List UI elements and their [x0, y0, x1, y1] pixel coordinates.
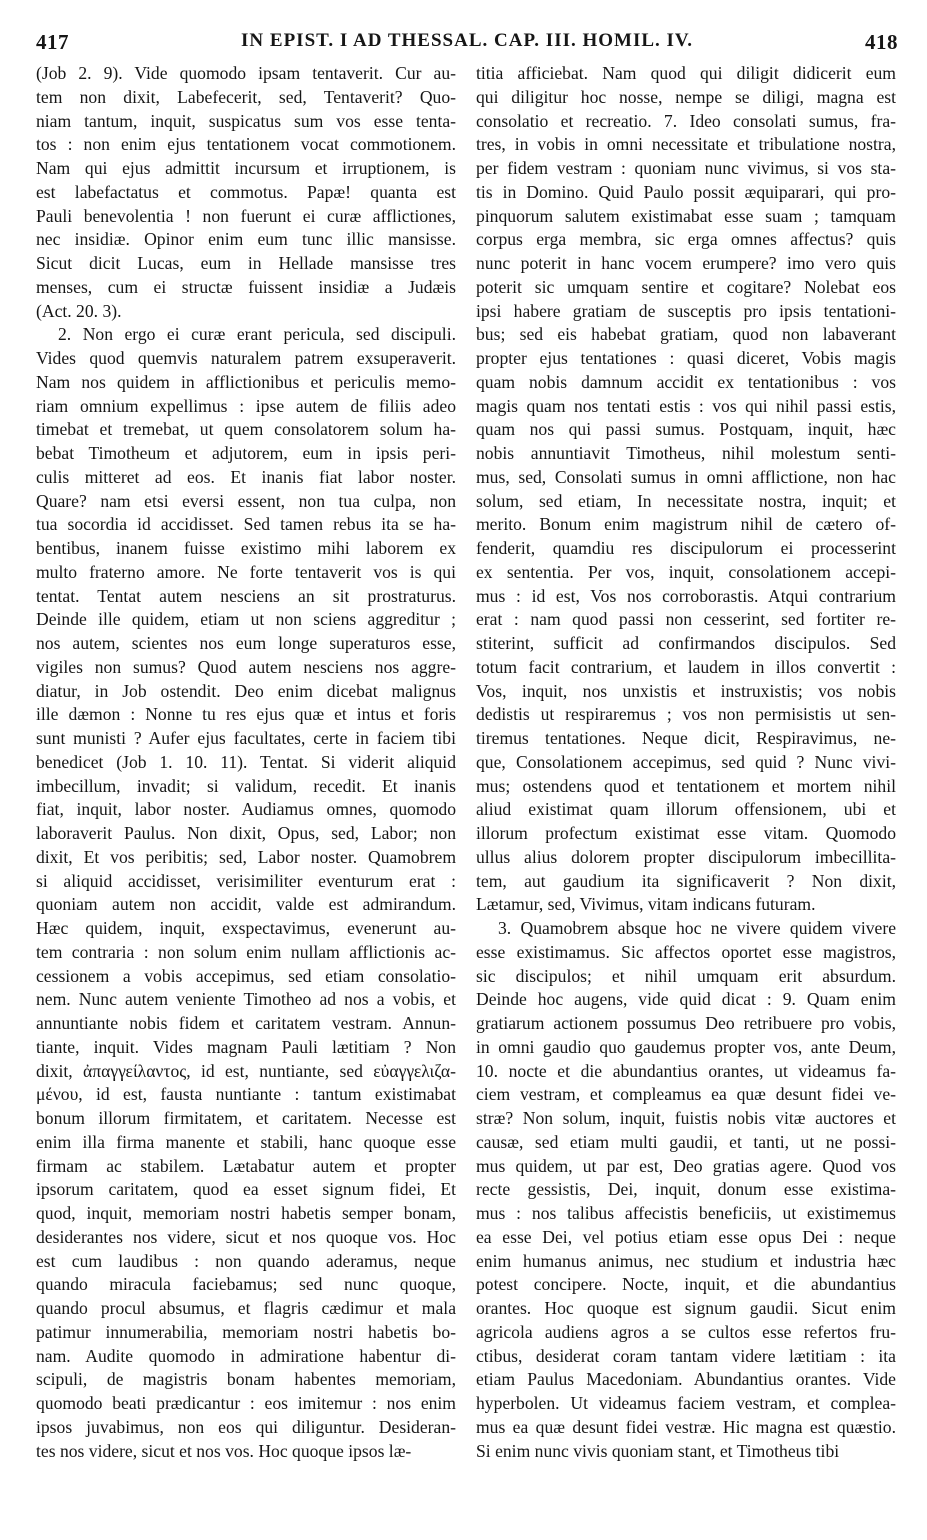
text-line-content: multo fraterno amore. Ne forte tentaverit vos is qui [36, 561, 456, 582]
text-line [476, 1321, 896, 1345]
text-line-content: mus, sed, Consolati sumus in omni afflictione, non hac [476, 466, 896, 487]
text-line [476, 133, 896, 157]
text-line-content: per fidem vestram : quoniam nunc vivimus, si vos sta- [476, 158, 896, 178]
text-line-content: nobis annuntiavit Timotheus, nihil molestum senti- [476, 443, 896, 463]
text-line-content: tes nos videre, sicut et nos vos. Hoc quoque ipsos læ- [36, 1440, 412, 1461]
text-line [36, 561, 456, 585]
text-line [476, 1202, 896, 1226]
text-line [36, 276, 456, 300]
text-line [476, 1131, 896, 1155]
text-line-content: scipuli, de magistris bonam habentes memoriam, [36, 1369, 456, 1390]
text-line [476, 798, 896, 822]
text-line-content: ipsos juvabimus, non eos qui diliguntur. Desideran- [36, 1416, 456, 1437]
text-line-content: tem contraria : non solum enim nullam afflictionis ac- [36, 941, 456, 962]
text-line [36, 1440, 456, 1464]
text-line [476, 988, 896, 1012]
text-line [36, 1036, 456, 1060]
text-line-content: stiterint, sufficit ad confirmandos discipulos. Sed [476, 633, 896, 653]
text-line-content: culis mitteret ad eos. Et inanis fiat labor noster. [36, 466, 456, 487]
text-line [36, 703, 456, 727]
text-line-content: quoniam autem non accidit, valde est admirandum. [36, 894, 456, 915]
text-line [476, 1155, 896, 1179]
text-line [36, 1345, 456, 1369]
text-line-content: Quare? nam etsi eversi essent, non tua culpa, non [36, 490, 456, 511]
text-line [476, 86, 896, 110]
text-line [476, 228, 896, 252]
text-line-content: cessionem a vobis accepimus, sed etiam consolatio- [36, 965, 456, 986]
text-line-content: tres, in vobis in omni necessitate et tribulatione nostra, [476, 134, 896, 155]
text-line-content: firmam ac stabilem. Lætabatur autem et propter [36, 1155, 456, 1176]
text-line-content: illorum profectum existimat esse vitam. Quomodo [476, 823, 896, 843]
text-line-content: bus; sed eis habebat gratiam, quod non labaverant [476, 324, 896, 345]
text-line [36, 110, 456, 134]
text-line-content: Vides quod quemvis naturalem patrem exsuperaverit. [36, 348, 456, 368]
text-line-content: vigiles non sumus? Quod autem nesciens nos aggre- [36, 656, 456, 677]
text-line [476, 1297, 896, 1321]
text-line [36, 1107, 456, 1131]
text-line-content: solum, sed etiam, In necessitate nostra, inquit; et [476, 490, 896, 511]
text-line [36, 608, 456, 632]
text-line-content: orantes. Hoc quoque est signum gaudii. Sicut enim [476, 1298, 896, 1318]
text-line-content: Nam nos quidem in afflictionibus et periculis memo- [36, 371, 456, 392]
text-line [476, 1107, 896, 1131]
text-line [36, 537, 456, 561]
text-line [36, 822, 456, 846]
text-line-content: dixit, ἀπαγγείλαντος, id est, nuntiante, sed εὐαγγελιζα- [36, 1060, 456, 1081]
text-line-content: titia afficiebat. Nam quod qui diligit didicerit eum [476, 63, 896, 83]
text-line-content: patimur innumerabilia, memoriam nostri habetis bo- [36, 1321, 456, 1342]
text-line-content: etiam Paulus Macedoniam. Abundantius orantes. Vide [476, 1369, 896, 1390]
text-line [36, 1155, 456, 1179]
text-line-content: ex sententia. Per vos, inquit, consolationem accepi- [476, 561, 896, 582]
text-line-content: nec insidiæ. Opinor enim eum tunc illic mansisse. [36, 229, 456, 250]
text-line-content: 2. Non ergo ei curæ erant pericula, sed discipuli. [58, 324, 456, 345]
text-line [476, 1060, 896, 1084]
text-line [36, 585, 456, 609]
text-line-content: quomodo beati prædicantur : eos imitemur : nos enim [36, 1393, 456, 1413]
text-line [36, 418, 456, 442]
text-line [36, 1131, 456, 1155]
text-line-content: bentibus, inanem fuisse existimo mihi laborem ex [36, 538, 456, 558]
text-line [36, 181, 456, 205]
text-line [36, 323, 456, 347]
text-line [36, 1416, 456, 1440]
text-line [36, 1226, 456, 1250]
text-line-content: pinquorum salutem existimabat esse suam ; tamquam [476, 205, 896, 226]
text-line-content: esse existimamus. Sic affectos oportet esse magistros, [476, 941, 896, 962]
text-line-content: recte gessistis, Dei, inquit, donum esse existima- [476, 1179, 896, 1200]
text-line-content: merito. Bonum enim magistrum nihil de cætero of- [476, 514, 896, 535]
text-line [36, 941, 456, 965]
text-line-content: bonum illorum firmitatem, et caritatem. Necesse est [36, 1108, 456, 1128]
text-line [476, 870, 896, 894]
text-line-content: nunc poterit in hanc vocem erumpere? imo vero quis [476, 253, 896, 273]
text-line-content: tiante, inquit. Vides magnam Pauli lætitiam ? Non [36, 1036, 456, 1057]
text-line-content: tis in Domino. Quid Paulo possit æquiparari, qui pro- [476, 181, 896, 202]
text-line-content: Si enim nunc vivis quoniam stant, et Timotheus tibi [476, 1440, 840, 1461]
text-line-content: dixit, Et vos peribitis; sed, Labor noster. Quamobrem [36, 846, 456, 867]
text-line [36, 205, 456, 229]
text-line [476, 62, 896, 86]
text-line [36, 157, 456, 181]
left-text-column [36, 62, 456, 1463]
text-line-content: 3. Quamobrem absque hoc ne vivere quidem vivere [498, 918, 896, 938]
text-line-content: nem. Nunc autem veniente Timotheo ad nos a vobis, et [36, 989, 456, 1010]
text-line-content: ctibus, desiderat coram tantam videre lætitiam : ita [476, 1345, 896, 1366]
text-line [476, 252, 896, 276]
text-line [476, 941, 896, 965]
text-line [476, 418, 896, 442]
text-line-content: propter ejus tentationes : quasi diceret, Vobis magis [476, 348, 896, 368]
text-line [476, 893, 896, 917]
text-line [36, 1012, 456, 1036]
text-line [476, 822, 896, 846]
text-line [476, 632, 896, 656]
text-line [476, 608, 896, 632]
text-line [36, 680, 456, 704]
text-line-content: nos autem, scientes nos eum longe superaturos esse, [36, 633, 456, 653]
text-line [36, 917, 456, 941]
text-line [476, 347, 896, 371]
text-line [36, 395, 456, 419]
text-line [476, 110, 896, 134]
text-line-content: gratiarum actionem possumus Deo retribuere pro vobis, [476, 1013, 896, 1033]
text-line [476, 513, 896, 537]
text-line [476, 680, 896, 704]
text-line-content: ciem vestram, et compleamus ea quæ desunt fidei ve- [476, 1084, 896, 1105]
text-line [476, 1440, 896, 1464]
text-line [36, 1083, 456, 1107]
text-line [36, 798, 456, 822]
text-line [476, 1392, 896, 1416]
text-line [36, 1202, 456, 1226]
text-line-content: bebat Timotheum et adjutorem, eum in ipsis peri- [36, 443, 456, 463]
text-line-content: est labefactatus et commotus. Papæ! quanta est [36, 181, 456, 202]
text-line-content: tua socordia id accidisset. Sed tamen rebus ita se ha- [36, 514, 456, 535]
text-line [476, 727, 896, 751]
text-line [36, 727, 456, 751]
text-line [476, 846, 896, 870]
text-line-content: timebat et tremebat, ut quem consolatorem solum ha- [36, 419, 456, 440]
text-line-content: sic discipulos; et nihil umquam erit absurdum. [476, 965, 896, 986]
text-line [36, 656, 456, 680]
text-line-content: Lætamur, sed, Vivimus, vitam indicans futuram. [476, 894, 816, 915]
text-line [476, 561, 896, 585]
text-line-content: benedicet (Job 1. 10. 11). Tentat. Si viderit aliquid [36, 751, 456, 772]
text-line-content: fiat, inquit, labor noster. Audiamus omnes, quomodo [36, 799, 456, 820]
text-line [476, 703, 896, 727]
text-line-content: Deinde ille quidem, etiam ut non sciens aggreditur ; [36, 609, 456, 630]
text-line-content: Deinde hoc augens, vide quid dicat : 9. Quam enim [476, 989, 896, 1010]
text-line [36, 228, 456, 252]
text-line-content: potest concipere. Nocte, inquit, et die abundantius [476, 1274, 896, 1295]
text-line-content: quando procul absumus, et flagris cædimur et mala [36, 1298, 456, 1318]
text-line [476, 395, 896, 419]
text-line-content: Sicut dicit Lucas, eum in Hellade mansisse tres [36, 253, 456, 273]
text-line [36, 870, 456, 894]
text-line-content: quando miracula faciebamus; sed nunc quoque, [36, 1274, 456, 1295]
text-line-content: poterit sic umquam sentire et cogitare? Nolebat eos [476, 276, 896, 297]
text-line [36, 371, 456, 395]
text-line [36, 466, 456, 490]
text-line-content: imbecillum, invadit; si validum, recedit. Et inanis [36, 775, 456, 796]
text-line [36, 751, 456, 775]
text-line-content: mus quidem, ut par est, Deo gratias agere. Quod vos [476, 1155, 896, 1176]
text-line [476, 537, 896, 561]
text-line [36, 893, 456, 917]
text-line-content: totum facit contrarium, et laudem in illos convertit : [476, 656, 896, 677]
text-line-content: hyperbolen. Ut videamus faciem vestram, et complea- [476, 1393, 896, 1413]
text-line [36, 1178, 456, 1202]
text-line [36, 1250, 456, 1274]
text-line-content: enim humanus animus, nec studium et industria hæc [476, 1250, 896, 1271]
text-line-content: si aliquid accidisset, verisimiliter eventurum erat : [36, 870, 456, 891]
text-line-content: sunt munisti ? Aufer ejus facultates, certe in faciem tibi [36, 728, 456, 748]
text-line-content: mus; ostendens quod et tentationem et mortem nihil [476, 775, 896, 796]
text-line-content: Nam qui ejus admittit incursum et irruptionem, is [36, 158, 456, 178]
text-line-content: tiremus tentationes. Neque dicit, Respiravimus, ne- [476, 728, 896, 748]
text-line [476, 1368, 896, 1392]
text-line-content: tem, aut gaudium ita significaverit ? Non dixit, [476, 870, 896, 891]
text-line-content: aliud existimat quam illorum offensionem, ubi et [476, 799, 896, 820]
text-line-content: Vos, inquit, nos unxistis et instruxistis; vos nobis [476, 680, 896, 701]
text-line-content: quam nos qui passi sumus. Postquam, inquit, hæc [476, 419, 896, 440]
text-line-content: niam tantum, inquit, suspicatus sum vos esse tenta- [36, 110, 456, 131]
text-line [36, 846, 456, 870]
text-line-content: riam omnium expellimus : ipse autem de filiis adeo [36, 395, 456, 416]
text-line-content: diatur, in Job ostendit. Deo enim dicebat malignus [36, 680, 456, 701]
text-line [476, 656, 896, 680]
text-line-content: Hæc quidem, inquit, exspectavimus, evenerunt au- [36, 918, 456, 938]
text-line-content: ea esse Dei, vel potius etiam esse opus Dei : neque [476, 1226, 896, 1247]
text-line [476, 181, 896, 205]
text-line [476, 1012, 896, 1036]
page-number-right: 418 [865, 30, 898, 54]
text-line [36, 1060, 456, 1084]
text-line-content: tentat. Tentat autem nesciens an sit prostraturus. [36, 585, 456, 606]
text-line [36, 62, 456, 86]
text-line-content: agricola audiens agros a se cultos esse refertos fru- [476, 1321, 896, 1342]
text-line [476, 1036, 896, 1060]
text-line-content: mus : id est, Vos nos corroborastis. Atqui contrarium [476, 585, 896, 606]
text-line [476, 917, 896, 941]
text-line-content: mus : nos talibus affecistis beneficiis, ut existimemus [476, 1203, 896, 1223]
text-line [476, 300, 896, 324]
page-number-left: 417 [36, 30, 69, 54]
text-line-content: annuntiante nobis fidem et caritatem vestram. Annun- [36, 1013, 456, 1033]
text-line [476, 751, 896, 775]
text-line [476, 490, 896, 514]
text-line [476, 965, 896, 989]
text-line-content: que, Consolationem accepimus, sed quid ? Nunc vivi- [476, 751, 896, 772]
text-line [36, 775, 456, 799]
text-line-content: magis quam nos tentati estis : vos qui nihil passi estis, [476, 395, 896, 416]
text-line [476, 1345, 896, 1369]
text-line-content: fenderit, quamdiu res discipulorum ei processerint [476, 538, 896, 558]
text-line [476, 276, 896, 300]
text-line [476, 775, 896, 799]
text-line-content: (Job 2. 9). Vide quomodo ipsam tentaverit. Cur au- [36, 63, 456, 83]
text-line-content: ipsorum caritatem, quod ea esset signum fidei, Et [36, 1179, 456, 1200]
text-line [36, 252, 456, 276]
text-line-content: ullus alius dolorem propter discipulorum imbecillita- [476, 846, 896, 867]
text-line-content: 10. nocte et die abundantius orantes, ut videamus fa- [476, 1060, 896, 1081]
text-line-content: mus ea quæ desunt fidei vestræ. Hic magna est quæstio. [476, 1416, 896, 1437]
text-line-content: menses, cum ei structæ fuissent insidiæ a Judæis [36, 276, 456, 297]
text-line [476, 585, 896, 609]
text-line [476, 371, 896, 395]
text-line [476, 323, 896, 347]
text-line-content: est cum laudibus : non quando aderamus, neque [36, 1250, 456, 1271]
text-line [36, 300, 456, 324]
text-line [36, 442, 456, 466]
text-line-content: in omni gaudio quo gaudemus propter vos, ante Deum, [476, 1036, 896, 1057]
text-line [36, 490, 456, 514]
text-line [36, 133, 456, 157]
text-line-content: nam. Audite quomodo in admiratione habentur di- [36, 1345, 456, 1366]
text-line [476, 205, 896, 229]
running-head [36, 30, 898, 60]
text-line-content: quam nobis damnum accidit ex tentationibus : vos [476, 371, 896, 392]
text-line-content: tos : non enim ejus tentationem vocat commotionem. [36, 134, 456, 155]
text-line [36, 347, 456, 371]
text-line-content: μένου, id est, fausta nuntiante : tantum existimabat [36, 1084, 456, 1105]
text-line [476, 1083, 896, 1107]
text-line [36, 86, 456, 110]
right-text-column [476, 62, 896, 1463]
text-line [476, 157, 896, 181]
text-line-content: enim illa firma manente et stabili, hanc quoque esse [36, 1131, 456, 1152]
text-line-content: causæ, sed etiam multi gaudii, et tanti, ut ne possi- [476, 1131, 896, 1152]
running-title: IN EPIST. I AD THESSAL. CAP. III. HOMIL. IV. [241, 30, 693, 51]
text-line-content: quod, inquit, memoriam nostri habetis semper bonam, [36, 1203, 456, 1223]
text-line [36, 632, 456, 656]
text-line-content: qui diligitur hoc nosse, nempe se diligi, magna est [476, 86, 896, 107]
text-line-content: stræ? Non solum, inquit, fuistis nobis vitæ auctores et [476, 1108, 896, 1128]
text-line-content: consolatio et recreatio. 7. Ideo consolati sumus, fra- [476, 110, 896, 131]
text-line-content: (Act. 20. 3). [36, 300, 122, 321]
text-line-content: corpus erga membra, sic erga omnes affectus? quis [476, 229, 896, 250]
text-line [36, 1297, 456, 1321]
text-line [36, 1321, 456, 1345]
text-line [476, 1273, 896, 1297]
text-line [476, 1416, 896, 1440]
text-line-content: ipsi habere gratiam de susceptis pro ipsis tentationi- [476, 300, 896, 321]
text-line-content: desiderantes nos videre, sicut et nos quoque vos. Hoc [36, 1226, 456, 1247]
text-line [476, 1178, 896, 1202]
text-line [476, 442, 896, 466]
text-line-content: tem non dixit, Labefecerit, sed, Tentaverit? Quo- [36, 86, 456, 107]
text-line [36, 965, 456, 989]
text-line-content: dedistis ut respiraremus ; vos non permisistis ut sen- [476, 704, 896, 725]
text-line [36, 1368, 456, 1392]
text-line [476, 1226, 896, 1250]
text-line [476, 466, 896, 490]
text-line [36, 1273, 456, 1297]
text-line-content: Pauli benevolentia ! non fuerunt ei curæ afflictiones, [36, 205, 456, 226]
text-line [36, 988, 456, 1012]
text-line-content: ille dæmon : Nonne tu res ejus quæ et intus et foris [36, 704, 456, 725]
text-line [36, 513, 456, 537]
text-line-content: erat : nam quod passi non cesserint, sed fortiter re- [476, 609, 896, 630]
text-line [476, 1250, 896, 1274]
text-line [36, 1392, 456, 1416]
text-line-content: laboraverit Paulus. Non dixit, Opus, sed, Labor; non [36, 823, 456, 843]
